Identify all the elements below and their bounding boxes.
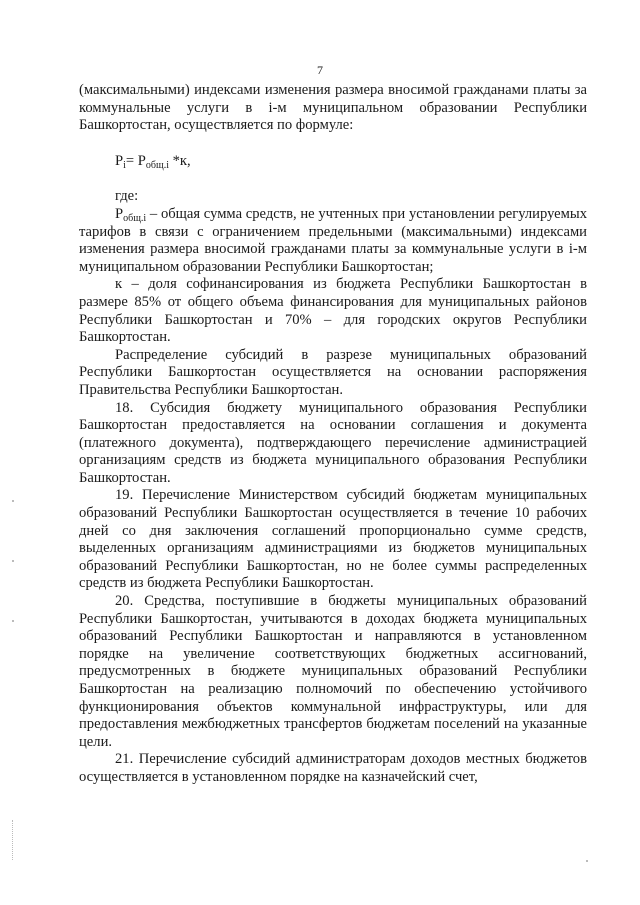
definition-p	[79, 206, 587, 276]
intro-paragraph: (максимальными) индексами изменения размера вносимой гражданами платы за коммунальные услуги в i-м муниципальном образовании Республики Башкортостан, осуществляется по формуле:	[79, 82, 587, 134]
document-body	[79, 82, 587, 787]
scan-artifact-dot	[12, 560, 14, 562]
definition-p-symbol: P	[115, 205, 124, 222]
definition-p-text: – общая сумма средств, не учтенных при установлении регулируемых тарифов в связи с ограничением предельными (максимальными) индексами изменения размера вносимой гражданами платы за коммунальные услуги в i-м муниципальном образовании Республики Башкортостан;	[79, 205, 587, 275]
formula-eq: = P	[125, 152, 146, 169]
formula	[79, 153, 587, 171]
formula-rhs-subscript: общ.i	[145, 159, 169, 171]
formula-rest: *к,	[168, 152, 191, 169]
scan-artifact-line	[12, 820, 14, 860]
scan-artifact-dot	[586, 860, 588, 862]
item-18: 18. Субсидия бюджету муниципального образования Республики Башкортостан предоставляется на основании соглашения и документа (платежного документа), подтверждающего перечисление администрацией организациям средств из бюджета муниципального образования Республики Башкортостан.	[79, 399, 587, 486]
scan-artifact-dot	[12, 620, 14, 622]
item-21: 21. Перечисление субсидий администраторам доходов местных бюджетов осуществляется в установленном порядке на казначейский счет,	[79, 751, 587, 785]
formula-lhs-subscript: i	[123, 159, 126, 171]
page-number: 7	[317, 63, 323, 77]
scan-artifact-dot	[12, 500, 14, 502]
distribution-paragraph: Распределение субсидий в разрезе муниципальных образований Республики Башкортостан осуществляется на основании распоряжения Правительства Республики Башкортостан.	[79, 346, 587, 398]
item-20: 20. Средства, поступившие в бюджеты муниципальных образований Республики Башкортостан, учитываются в доходах бюджета муниципальных образований Республики Башкортостан и направляются в установленном порядке на увеличение соответствующих бюджетных ассигнований, предусмотренных в бюджете муниципальных образований Республики Башкортостан на реализацию полномочий по обеспечению устойчивого функционирования объектов коммунальной инфраструктуры, или для предоставления межбюджетных трансфертов бюджетам поселений на указанные цели.	[79, 593, 587, 750]
definition-k: к – доля софинансирования из бюджета Республики Башкортостан в размере 85% от общего объема финансирования для муниципальных районов Республики Башкортостан и 70% – для городских округов Республики Башкортостан.	[79, 276, 587, 346]
where-label: где:	[115, 188, 139, 205]
formula-lhs: P	[115, 152, 124, 169]
item-19: 19. Перечисление Министерством субсидий бюджетам муниципальных образований Республики Башкортостан осуществляется в течение 10 рабочих дней со дня заключения соглашений пропорционально сумме средств, выделенных организациям администрациями из бюджетов муниципальных образований Республики Башкортостан, но не более суммы распределенных средств из бюджета Республики Башкортостан.	[79, 487, 587, 592]
definition-p-subscript: общ.i	[123, 212, 147, 224]
